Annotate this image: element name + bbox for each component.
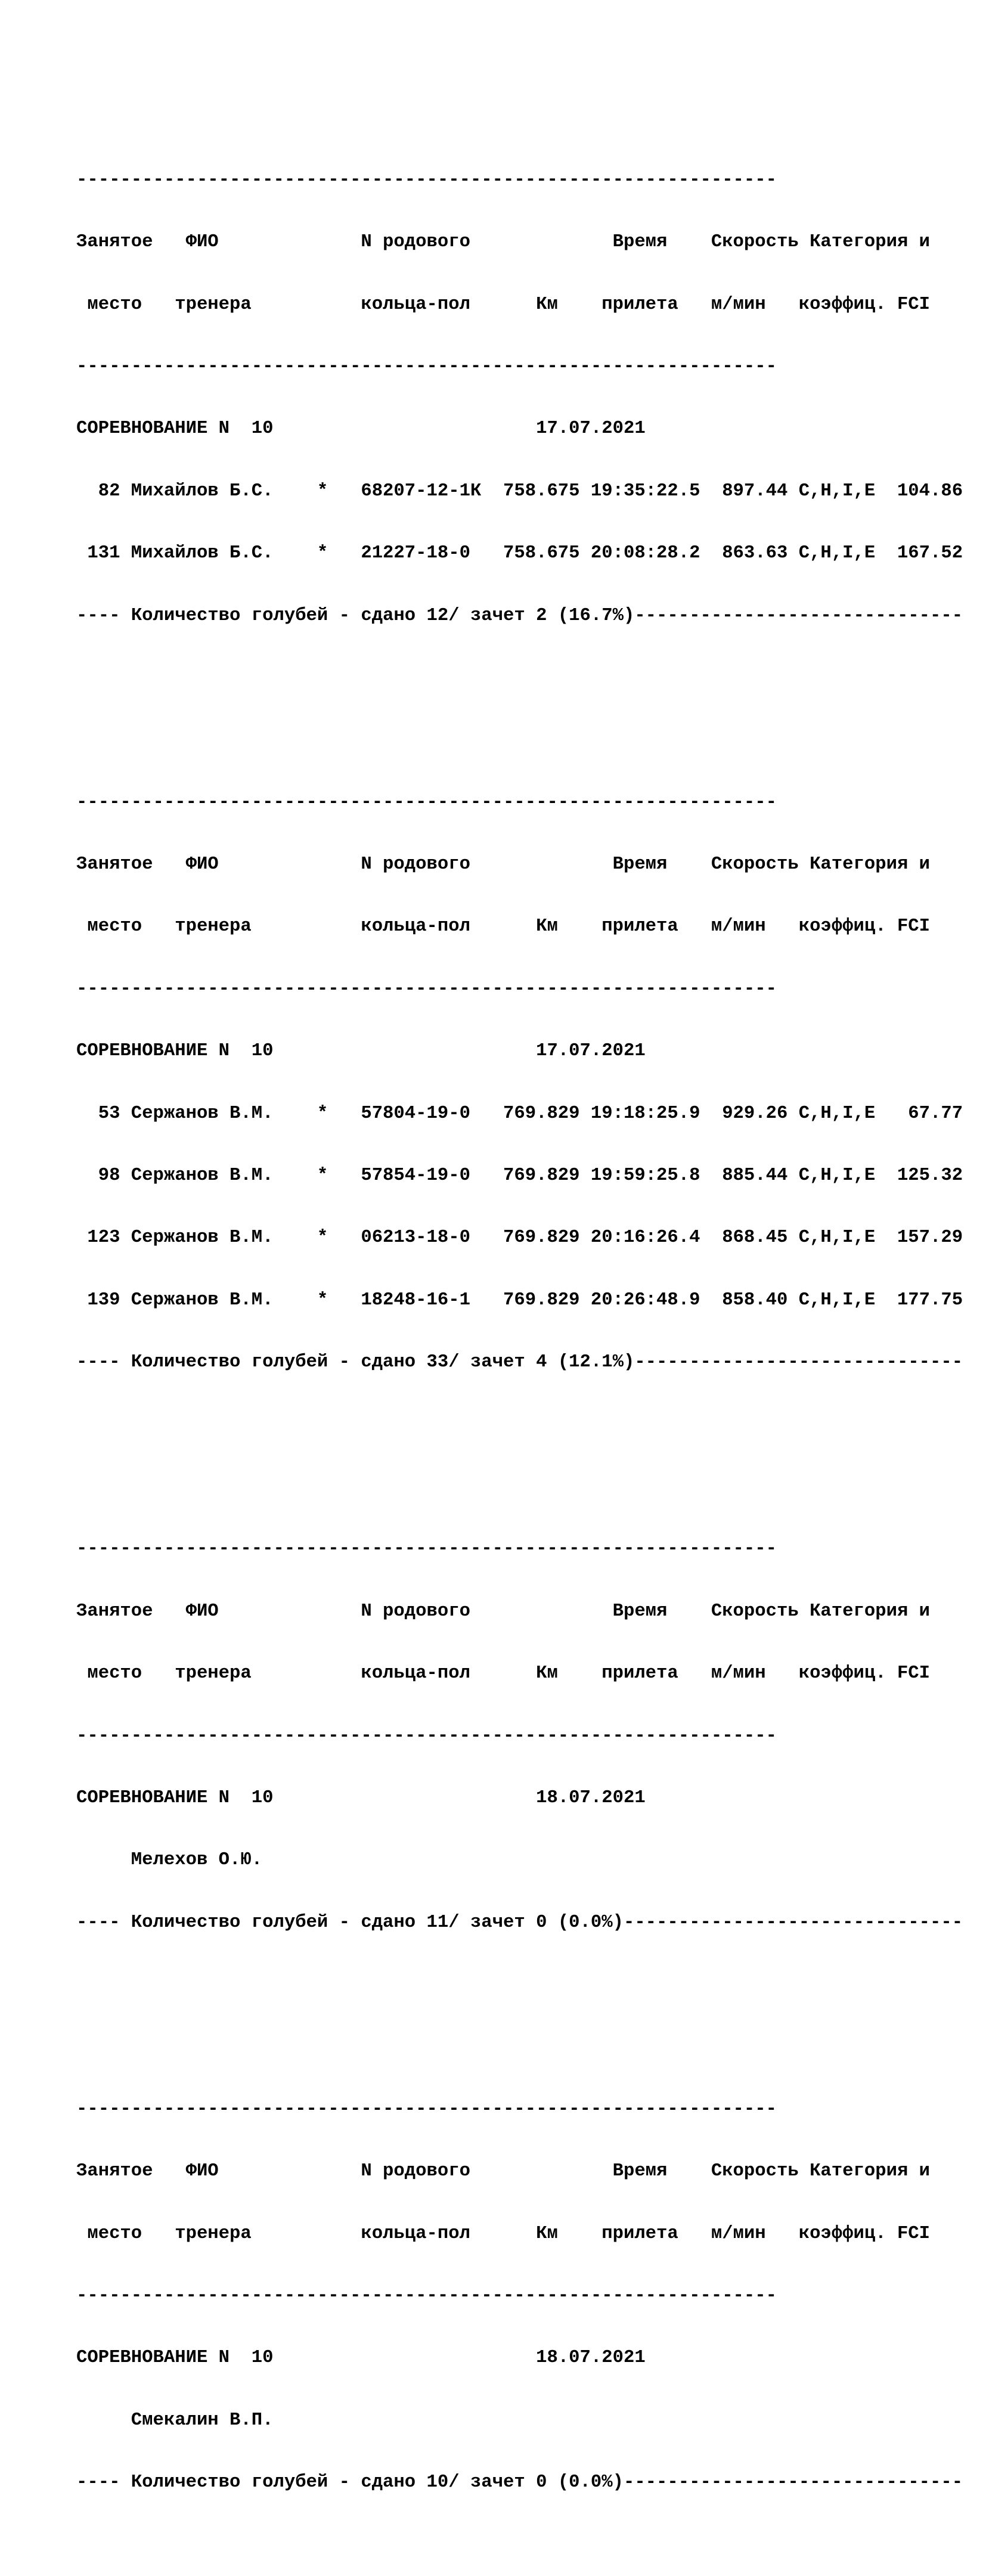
results-report xyxy=(76,45,971,2576)
rule-top: ---------------------------------------------------------------- xyxy=(76,2098,777,2119)
competition-line: СОРЕВНОВАНИЕ N 10 18.07.2021 xyxy=(76,2348,646,2369)
summary-line: ---- Количество голубей - сдано 11/ зачет 0 (0.0%)------------------------------- xyxy=(76,1912,963,1933)
competition-line: СОРЕВНОВАНИЕ N 10 17.07.2021 xyxy=(76,1041,646,1062)
result-row: 98 Сержанов В.М. * 57854-19-0 769.829 19:59:25.8 885.44 C,H,I,E 125.32 xyxy=(76,1165,963,1186)
result-row: 131 Михайлов Б.С. * 21227-18-0 758.675 20:08:28.2 863.63 C,H,I,E 167.52 xyxy=(76,543,963,564)
result-row: 53 Сержанов В.М. * 57804-19-0 769.829 19:18:25.9 929.26 C,H,I,E 67.77 xyxy=(76,1103,963,1124)
rule-bottom: ---------------------------------------------------------------- xyxy=(76,978,777,999)
rule-top: ---------------------------------------------------------------- xyxy=(76,1539,777,1560)
column-header-line-1: Занятое ФИО N родового Время Скорость Категория и xyxy=(76,2161,931,2182)
column-header-line-1: Занятое ФИО N родового Время Скорость Категория и xyxy=(76,854,931,875)
rule-bottom: ---------------------------------------------------------------- xyxy=(76,2286,777,2307)
summary-line: ---- Количество голубей - сдано 10/ зачет 0 (0.0%)------------------------------- xyxy=(76,2472,963,2493)
competition-line: СОРЕВНОВАНИЕ N 10 18.07.2021 xyxy=(76,1787,646,1808)
rule-bottom: ---------------------------------------------------------------- xyxy=(76,1725,777,1746)
rule-top: ---------------------------------------------------------------- xyxy=(76,792,777,813)
trainer-line: Смекалин В.П. xyxy=(76,2410,274,2431)
result-row: 139 Сержанов В.М. * 18248-16-1 769.829 20:26:48.9 858.40 C,H,I,E 177.75 xyxy=(76,1289,963,1310)
column-header-line-2: место тренера кольца-пол Км прилета м/мин коэффиц. FCI xyxy=(76,2223,931,2244)
rule-bottom: ---------------------------------------------------------------- xyxy=(76,356,777,377)
result-section xyxy=(76,2057,971,2534)
trainer-line: Мелехов О.Ю. xyxy=(76,1850,263,1871)
result-row: 82 Михайлов Б.С. * 68207-12-1К 758.675 19:35:22.5 897.44 C,H,I,E 104.86 xyxy=(76,481,963,501)
rule-top: ---------------------------------------------------------------- xyxy=(76,169,777,190)
result-section xyxy=(76,751,971,1415)
column-header-line-2: место тренера кольца-пол Км прилета м/мин коэффиц. FCI xyxy=(76,916,931,937)
result-section xyxy=(76,128,971,668)
competition-line: СОРЕВНОВАНИЕ N 10 17.07.2021 xyxy=(76,419,646,439)
column-header-line-2: место тренера кольца-пол Км прилета м/мин коэффиц. FCI xyxy=(76,1663,931,1684)
column-header-line-2: место тренера кольца-пол Км прилета м/мин коэффиц. FCI xyxy=(76,294,931,315)
summary-line: ---- Количество голубей - сдано 33/ зачет 4 (12.1%)------------------------------ xyxy=(76,1352,963,1373)
summary-line: ---- Количество голубей - сдано 12/ зачет 2 (16.7%)------------------------------ xyxy=(76,605,963,626)
column-header-line-1: Занятое ФИО N родового Время Скорость Категория и xyxy=(76,232,931,253)
result-row: 123 Сержанов В.М. * 06213-18-0 769.829 20:16:26.4 868.45 C,H,I,E 157.29 xyxy=(76,1227,963,1248)
column-header-line-1: Занятое ФИО N родового Время Скорость Категория и xyxy=(76,1601,931,1622)
result-section xyxy=(76,1498,971,1974)
